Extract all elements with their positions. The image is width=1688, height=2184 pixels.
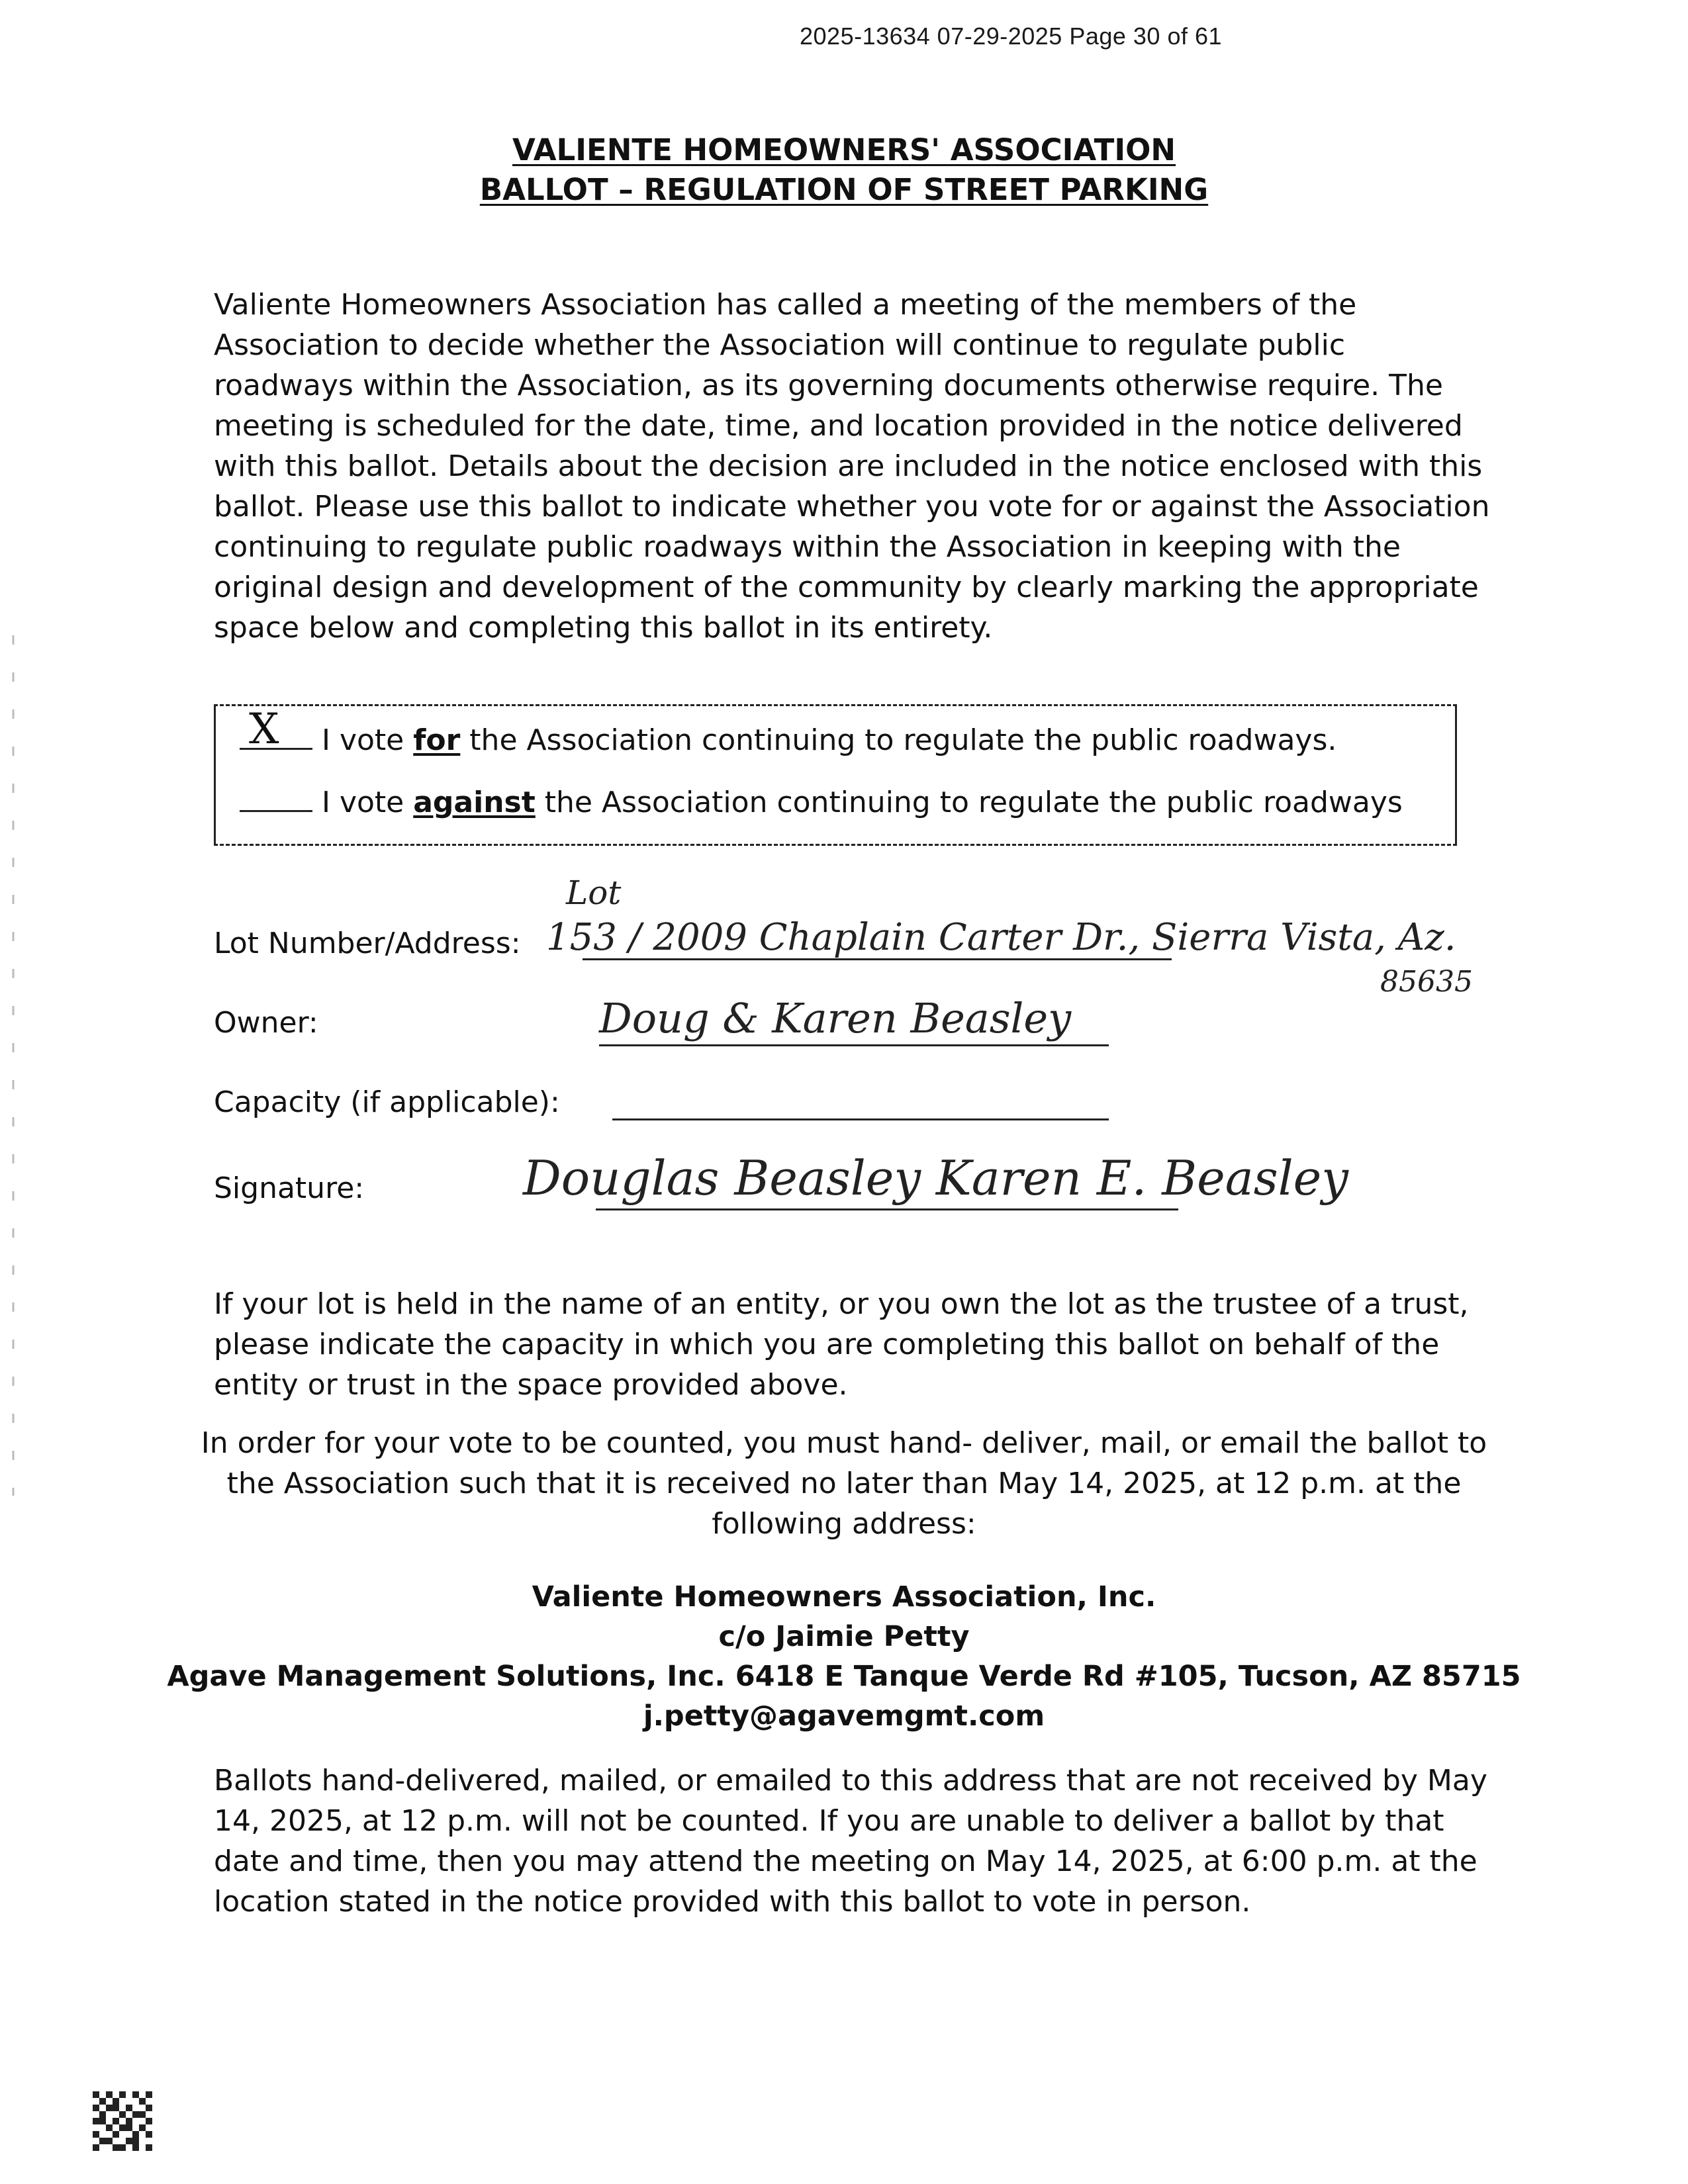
intro-line: ballot. Please use this ballot to indicate whether you vote for or against the Association <box>214 490 1490 523</box>
entity-note-line: please indicate the capacity in which you are completing this ballot on behalf of the <box>214 1328 1440 1361</box>
capacity-label: Capacity (if applicable): <box>214 1085 560 1119</box>
intro-line: Association to decide whether the Association will continue to regulate public <box>214 328 1346 362</box>
association-title: VALIENTE HOMEOWNERS' ASSOCIATION <box>512 132 1176 167</box>
delivery-note <box>199 1423 1489 1544</box>
vote-against-suffix: the Association continuing to regulate the public roadways <box>535 786 1403 819</box>
closing-line: location stated in the notice provided with this ballot to vote in person. <box>214 1885 1251 1919</box>
vote-against-keyword: against <box>413 786 536 819</box>
vote-against-option[interactable] <box>240 781 1403 819</box>
owner-value[interactable]: Doug & Karen Beasley <box>599 994 1072 1042</box>
owner-line <box>599 1044 1109 1046</box>
address-org: Valiente Homeowners Association, Inc. <box>532 1580 1156 1614</box>
signature-line <box>596 1208 1178 1210</box>
ballot-title: BALLOT – REGULATION OF STREET PARKING <box>479 172 1209 207</box>
entity-note <box>214 1284 1505 1405</box>
address-street: Agave Management Solutions, Inc. 6418 E Tanque Verde Rd #105, Tucson, AZ 85715 <box>167 1660 1521 1693</box>
lot-value-prefix: Lot <box>566 874 622 912</box>
signature-label: Signature: <box>214 1171 365 1205</box>
intro-line: space below and completing this ballot in its entirety. <box>214 611 993 645</box>
closing-line: Ballots hand-delivered, mailed, or emailed to this address that are not received by May <box>214 1764 1487 1797</box>
lot-zip-value: 85635 <box>1380 965 1473 999</box>
signature-value[interactable]: Douglas Beasley Karen E. Beasley <box>523 1150 1348 1206</box>
delivery-note-line: In order for your vote to be counted, you must hand- deliver, mail, or email the ballot to <box>201 1426 1487 1460</box>
barcode-icon <box>93 2091 152 2151</box>
vote-against-prefix: I vote <box>322 786 414 819</box>
delivery-note-line: the Association such that it is received no later than May 14, 2025, at 12 p.m. at the <box>226 1467 1462 1500</box>
closing-paragraph <box>214 1760 1505 1922</box>
intro-line: continuing to regulate public roadways within the Association in keeping with the <box>214 530 1401 564</box>
intro-line: meeting is scheduled for the date, time, and location provided in the notice delivered <box>214 409 1463 443</box>
address-attention: c/o Jaimie Petty <box>718 1620 970 1653</box>
vote-against-checkbox[interactable] <box>240 781 312 812</box>
owner-label: Owner: <box>214 1006 318 1040</box>
vote-for-option[interactable] <box>240 705 1337 757</box>
scan-edge-marks <box>9 635 17 1496</box>
intro-line: with this ballot. Details about the decision are included in the notice enclosed with this <box>214 449 1483 483</box>
address-email[interactable]: j.petty@agavemgmt.com <box>643 1700 1045 1733</box>
entity-note-line: If your lot is held in the name of an entity, or you own the lot as the trustee of a trust, <box>214 1287 1469 1321</box>
document-stamp: 2025-13634 07-29-2025 Page 30 of 61 <box>800 23 1223 50</box>
lot-label: Lot Number/Address: <box>214 927 521 960</box>
lot-address-value[interactable]: 153 / 2009 Chaplain Carter Dr., Sierra Vista, Az. <box>546 916 1456 959</box>
intro-line: roadways within the Association, as its governing documents otherwise require. The <box>214 369 1443 402</box>
vote-for-checkbox[interactable] <box>240 705 312 754</box>
delivery-note-line: following address: <box>712 1507 976 1541</box>
vote-for-mark: X <box>249 705 279 754</box>
entity-note-line: entity or trust in the space provided above. <box>214 1368 848 1402</box>
vote-for-suffix: the Association continuing to regulate the public roadways. <box>460 723 1337 757</box>
intro-paragraph <box>214 285 1505 648</box>
closing-line: date and time, then you may attend the meeting on May 14, 2025, at 6:00 p.m. at the <box>214 1844 1477 1878</box>
vote-for-keyword: for <box>413 723 461 757</box>
lot-address-line <box>583 958 1172 960</box>
intro-line: Valiente Homeowners Association has called a meeting of the members of the <box>214 288 1357 322</box>
closing-line: 14, 2025, at 12 p.m. will not be counted. If you are unable to deliver a ballot by that <box>214 1804 1444 1838</box>
vote-for-prefix: I vote <box>322 723 414 757</box>
capacity-line <box>612 1118 1109 1120</box>
intro-line: original design and development of the community by clearly marking the appropriate <box>214 570 1479 604</box>
